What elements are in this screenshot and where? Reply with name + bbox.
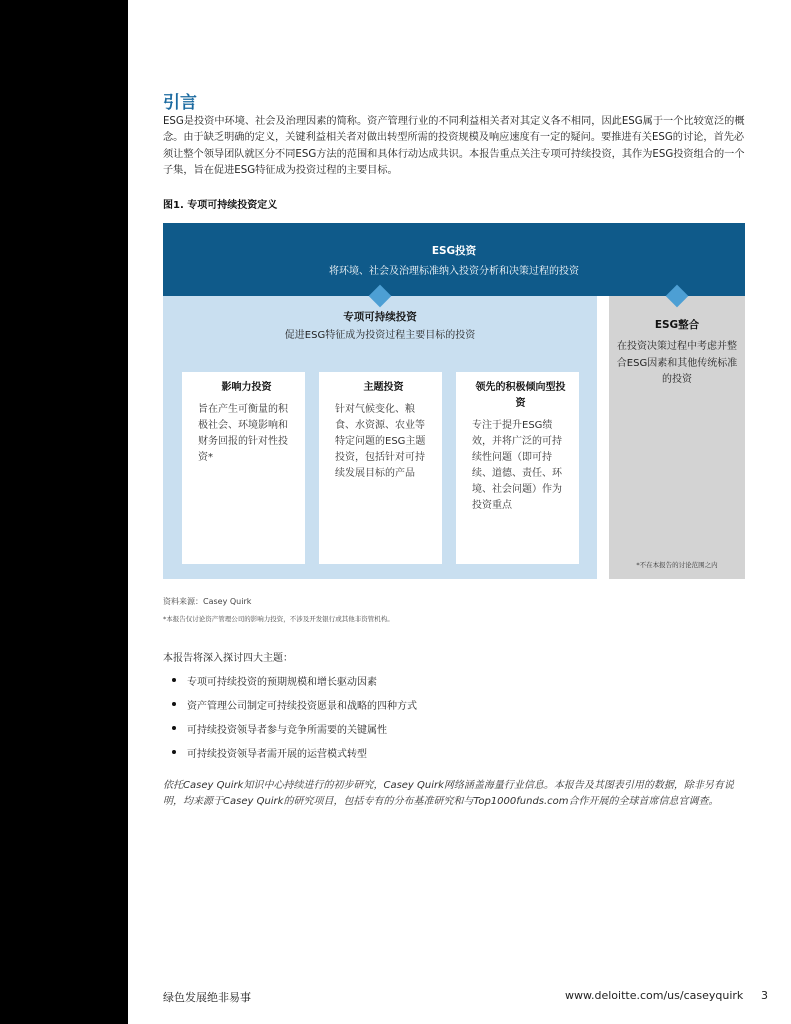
card-title: 影响力投资	[221, 382, 272, 393]
card-body: 旨在产生可衡量的积极社会、环境影响和财务回报的针对性投资*	[198, 404, 288, 463]
esg-investing-title: ESG投资	[431, 245, 477, 257]
impact-investing-card	[182, 372, 305, 564]
card-title: 主题投资	[363, 382, 404, 393]
list-item-text: 可持续投资领导者需开展的运营模式转型	[187, 749, 367, 760]
sustainable-investing-title: 专项可持续投资	[343, 311, 417, 323]
footer-url-link[interactable]: www.deloitte.com/us/caseyquirk	[565, 989, 744, 1002]
card-body: 针对气候变化、粮食、水资源、农业等特定问题的ESG主题投资，包括针对可持续发展目标的产品	[335, 404, 426, 479]
list-item-text: 资产管理公司制定可持续投资愿景和战略的四种方式	[187, 701, 417, 712]
list-item	[163, 721, 417, 745]
bullet-icon	[172, 678, 176, 682]
list-item	[163, 673, 417, 697]
themes-intro: 本报告将深入探讨四大主题：	[163, 653, 293, 664]
list-item	[163, 745, 417, 769]
section-title: 引言	[163, 93, 197, 113]
left-black-bar	[0, 0, 128, 1024]
themes-list	[163, 673, 417, 769]
list-item-text: 可持续投资领导者参与竞争所需要的关键属性	[187, 725, 387, 736]
list-item-text: 专项可持续投资的预期规模和增长驱动因素	[187, 677, 377, 688]
esg-integration-note: *不在本报告的讨论范围之内	[636, 561, 718, 569]
bullet-icon	[172, 726, 176, 730]
page-number: 3	[761, 989, 768, 1002]
figure-footnote: *本报告仅讨论资产管理公司的影响力投资，不涉及开发银行或其他非资管机构。	[163, 615, 394, 623]
footer-report-title: 绿色发展绝非易事	[163, 991, 251, 1004]
figure-title: 图1. 专项可持续投资定义	[163, 200, 278, 211]
positive-tilt-investing-card	[456, 372, 579, 564]
esg-investing-box	[163, 223, 745, 296]
bullet-icon	[172, 702, 176, 706]
thematic-investing-card	[319, 372, 442, 564]
list-item	[163, 697, 417, 721]
esg-investing-subtitle: 将环境、社会及治理标准纳入投资分析和决策过程的投资	[329, 266, 579, 277]
intro-paragraph: ESG是投资中环境、社会及治理因素的简称。资产管理行业的不同利益相关者对其定义各不相同，因此ESG属于一个比较宽泛的概念。由于缺乏明确的定义，关键利益相关者对做出转型所需的投资规模及响应速度有一定的疑问。要推进有关ESG的讨论，首先必须让整个领导团队就区分不同ESG方法的范围和具体行动达成共识。本报告重点关注专项可持续投资，其作为ESG投资组合的一个子集，旨在促进ESG特征成为投资过程的主要目标。	[163, 116, 745, 177]
bullet-icon	[172, 750, 176, 754]
closing-paragraph: 依托Casey Quirk知识中心持续进行的初步研究，Casey Quirk网络涵盖海量行业信息。本报告及其图表引用的数据，除非另有说明，均来源于Casey Quirk的研究项目，包括专有的分布基准研究和与Top1000funds.com合作开展的全球首席信息官调查。	[163, 780, 734, 807]
card-body: 专注于提升ESG绩效，并将广泛的可持续性问题（即可持续、道德、责任、环境、社会问题）作为投资重点	[472, 420, 562, 511]
figure-source: 资料来源：Casey Quirk	[163, 597, 252, 606]
esg-definition-diagram	[163, 223, 745, 579]
card-title: 领先的积极倾向型投资	[475, 382, 566, 409]
esg-integration-title: ESG整合	[654, 319, 700, 331]
esg-integration-body: 在投资决策过程中考虑并整合ESG因素和其他传统标准的投资	[616, 341, 738, 385]
sustainable-investing-subtitle: 促进ESG特征成为投资过程主要目标的投资	[284, 330, 476, 341]
